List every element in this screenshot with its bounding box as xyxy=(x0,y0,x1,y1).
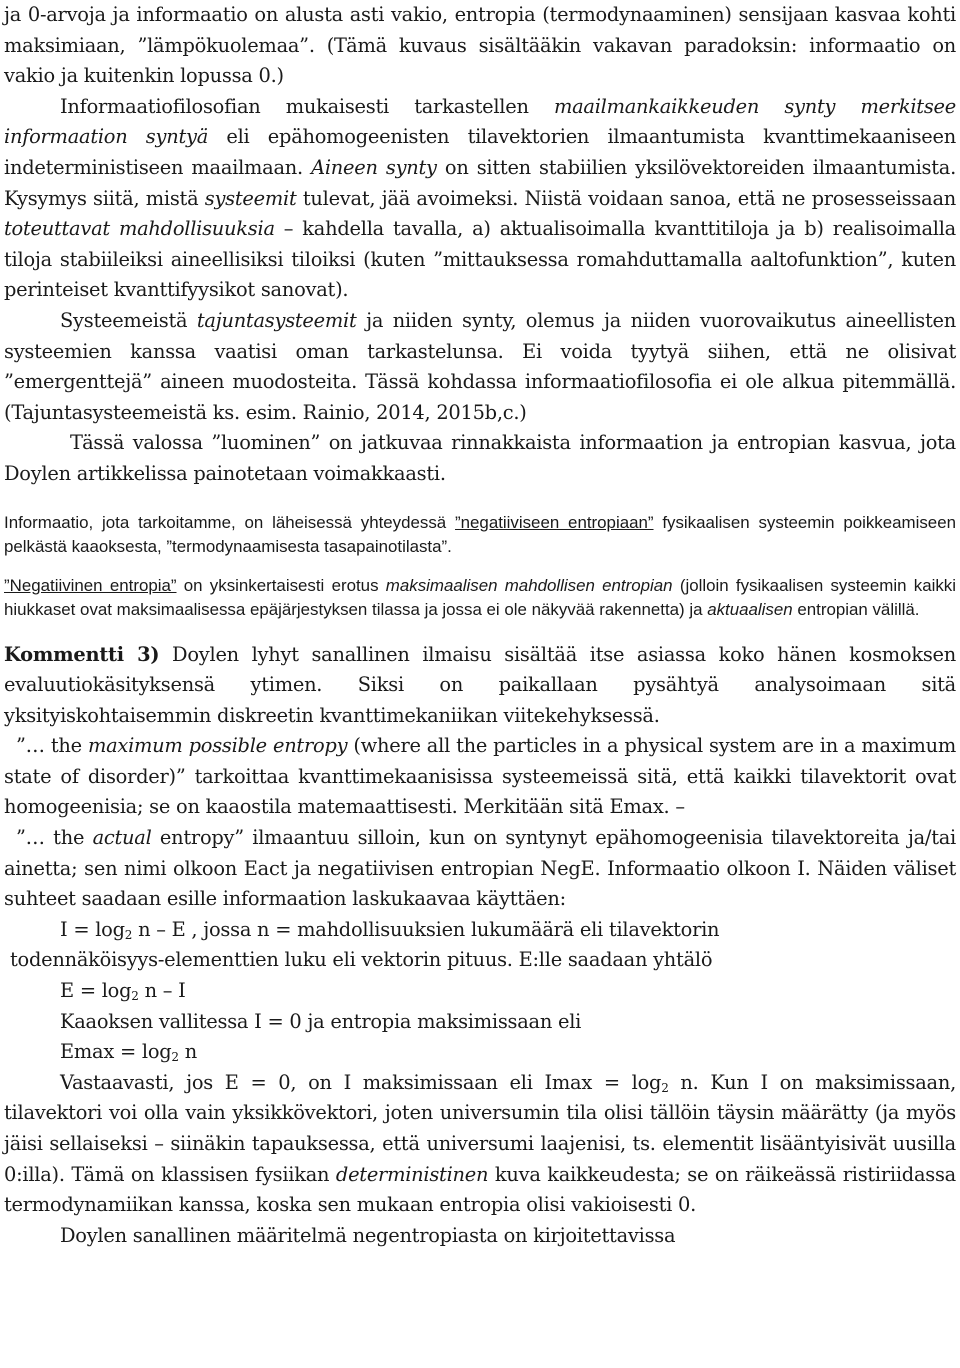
equation-information: $I = \log_2 n - E$ , jossa n = mahdollisuuksien lukumäärä eli tilavektorin xyxy=(60,917,720,942)
quote-negative-entropy-definition: ”Negatiivinen entropia” on yksinkertaisesti erotus maksimaalisen mahdollisen entropian (jolloin fysikaalisen systeemin kaikki hiukkaset ovat maksimaalisessa epäjärjestyksen tilassa ja jossa ei ole näkyvää rakennetta) ja aktuaalisen entropian välillä. xyxy=(4,575,956,619)
section-informaatiofilosofia xyxy=(4,0,956,490)
paragraph-doyle-definition: Doylen sanallinen määritelmä negentropiasta on kirjoitettavissa xyxy=(60,1223,676,1247)
equation-information-continued: todennäköisyys-elementtien luku eli vektorin pituus. E:lle saadaan yhtälö xyxy=(10,948,713,972)
quote-negative-entropy-relation: Informaatio, jota tarkoitamme, on läheisessä yhteydessä ”negatiiviseen entropiaan” fysikaalisen systeemin poikkeamiseen pelkästä kaaoksesta, ”termodynaamisesta tasapainotilasta”. xyxy=(4,512,956,556)
paragraph-kommentti-intro: Kommentti 3) Doylen lyhyt sanallinen ilmaisu sisältää itse asiassa koko hänen kosmoksen evaluutiokäsityksensä ytimen. Siksi on paikallaan pysähtyä analysoimaan sitä yksityiskohtaisemmin diskreetin kvanttimekaniikan viitekehyksessä. xyxy=(4,642,956,727)
section-kommentti-3 xyxy=(4,640,956,1252)
equation-chaos-text: Kaaoksen vallitessa I = 0 ja entropia maksimissaan eli xyxy=(60,1009,582,1033)
paragraph-imax: Vastaavasti, jos E = 0, on I maksimissaan eli $Imax = \log_2 n$. Kun I on maksimissaan, tilavektori voi olla vain yksikkövektori, joten universumin tila olisi tällöin täysin määrätty (ja myös jäisi sellaiseksi – siinäkin tapauksessa, että universumi laajenisi, ts. elementit lisääntyisivät uusilla 0:illa). Tämä on klassisen fysiikan deterministinen kuva kaikkeudesta; se on räikeässä ristiriidassa termodynamiikan kanssa, koska sen mukaan entropia olisi vakioisesti 0. xyxy=(4,1070,956,1217)
quote-block xyxy=(4,511,956,622)
paragraph-consciousness-systems: Systeemeistä tajuntasysteemit ja niiden synty, olemus ja niiden vuorovaikutus aineellisten systeemien kanssa vaatisi oman tarkastelunsa. Ei voida tyytyä siihen, että ne olisivat ”emergenttejä” aineen muodosteita. Tässä kohdassa informaatiofilosofia ei ole alkua pitemmällä. (Tajuntasysteemeistä ks. esim. Rainio, 2014, 2015b,c.) xyxy=(4,308,956,424)
equation-entropy: $E = \log_2 n - I$ xyxy=(60,979,186,1004)
paragraph-creation: Tässä valossa ”luominen” on jatkuvaa rinnakkaista informaation ja entropian kasvua, jota Doylen artikkelissa painotetaan voimakkaasti. xyxy=(4,431,956,485)
comment-heading: Kommentti 3) xyxy=(4,642,160,666)
paragraph-actual-entropy: ”… the actual entropy” ilmaantuu silloin, kun on syntynyt epähomogeenisia tilavektoreita ja/tai ainetta; sen nimi olkoon Eact ja negatiivisen entropian NegE. Informaatio olkoon I. Näiden väliset suhteet saadaan esille informaation laskukaavaa käyttäen: xyxy=(4,826,956,911)
equation-emax: $Emax = \log_2 n$ xyxy=(60,1040,197,1065)
paragraph-maximum-entropy: ”… the maximum possible entropy (where all the particles in a physical system are in a maximum state of disorder)” tarkoittaa kvanttimekaanisissa systeemeissä sitä, että kaikki tilavektorit ovat homogeenisia; se on kaaostila matemaattisesti. Merkitään sitä Emax. – xyxy=(4,734,956,819)
paragraph-universe-birth: Informaatiofilosofian mukaisesti tarkastellen maailmankaikkeuden synty merkitsee informaation syntyä eli epähomogeenisten tilavektorien ilmaantumista kvanttimekaaniseen indeterministiseen maailmaan. Aineen synty on sitten stabiilien yksilövektoreiden ilmaantumista. Kysymys siitä, mistä systeemit tulevat, jää avoimeksi. Niistä voidaan sanoa, että ne prosesseissaan toteuttavat mahdollisuuksia – kahdella tavalla, a) aktualisoimalla kvanttitiloja ja b) realisoimalla tiloja stabiileiksi aineellisiksi tiloiksi (kuten ”mittauksessa romahduttamalla aaltofunktion”, kuten perinteiset kvanttifyysikot sanovat). xyxy=(4,94,957,302)
paragraph-entropy-paradox: ja 0-arvoja ja informaatio on alusta asti vakio, entropia (termodynaaminen) sensijaan kasvaa kohti maksimiaan, ”lämpökuolemaa”. (Tämä kuvaus sisältääkin vakavan paradoksin: informaatio on vakio ja kuitenkin lopussa 0.) xyxy=(4,3,956,88)
